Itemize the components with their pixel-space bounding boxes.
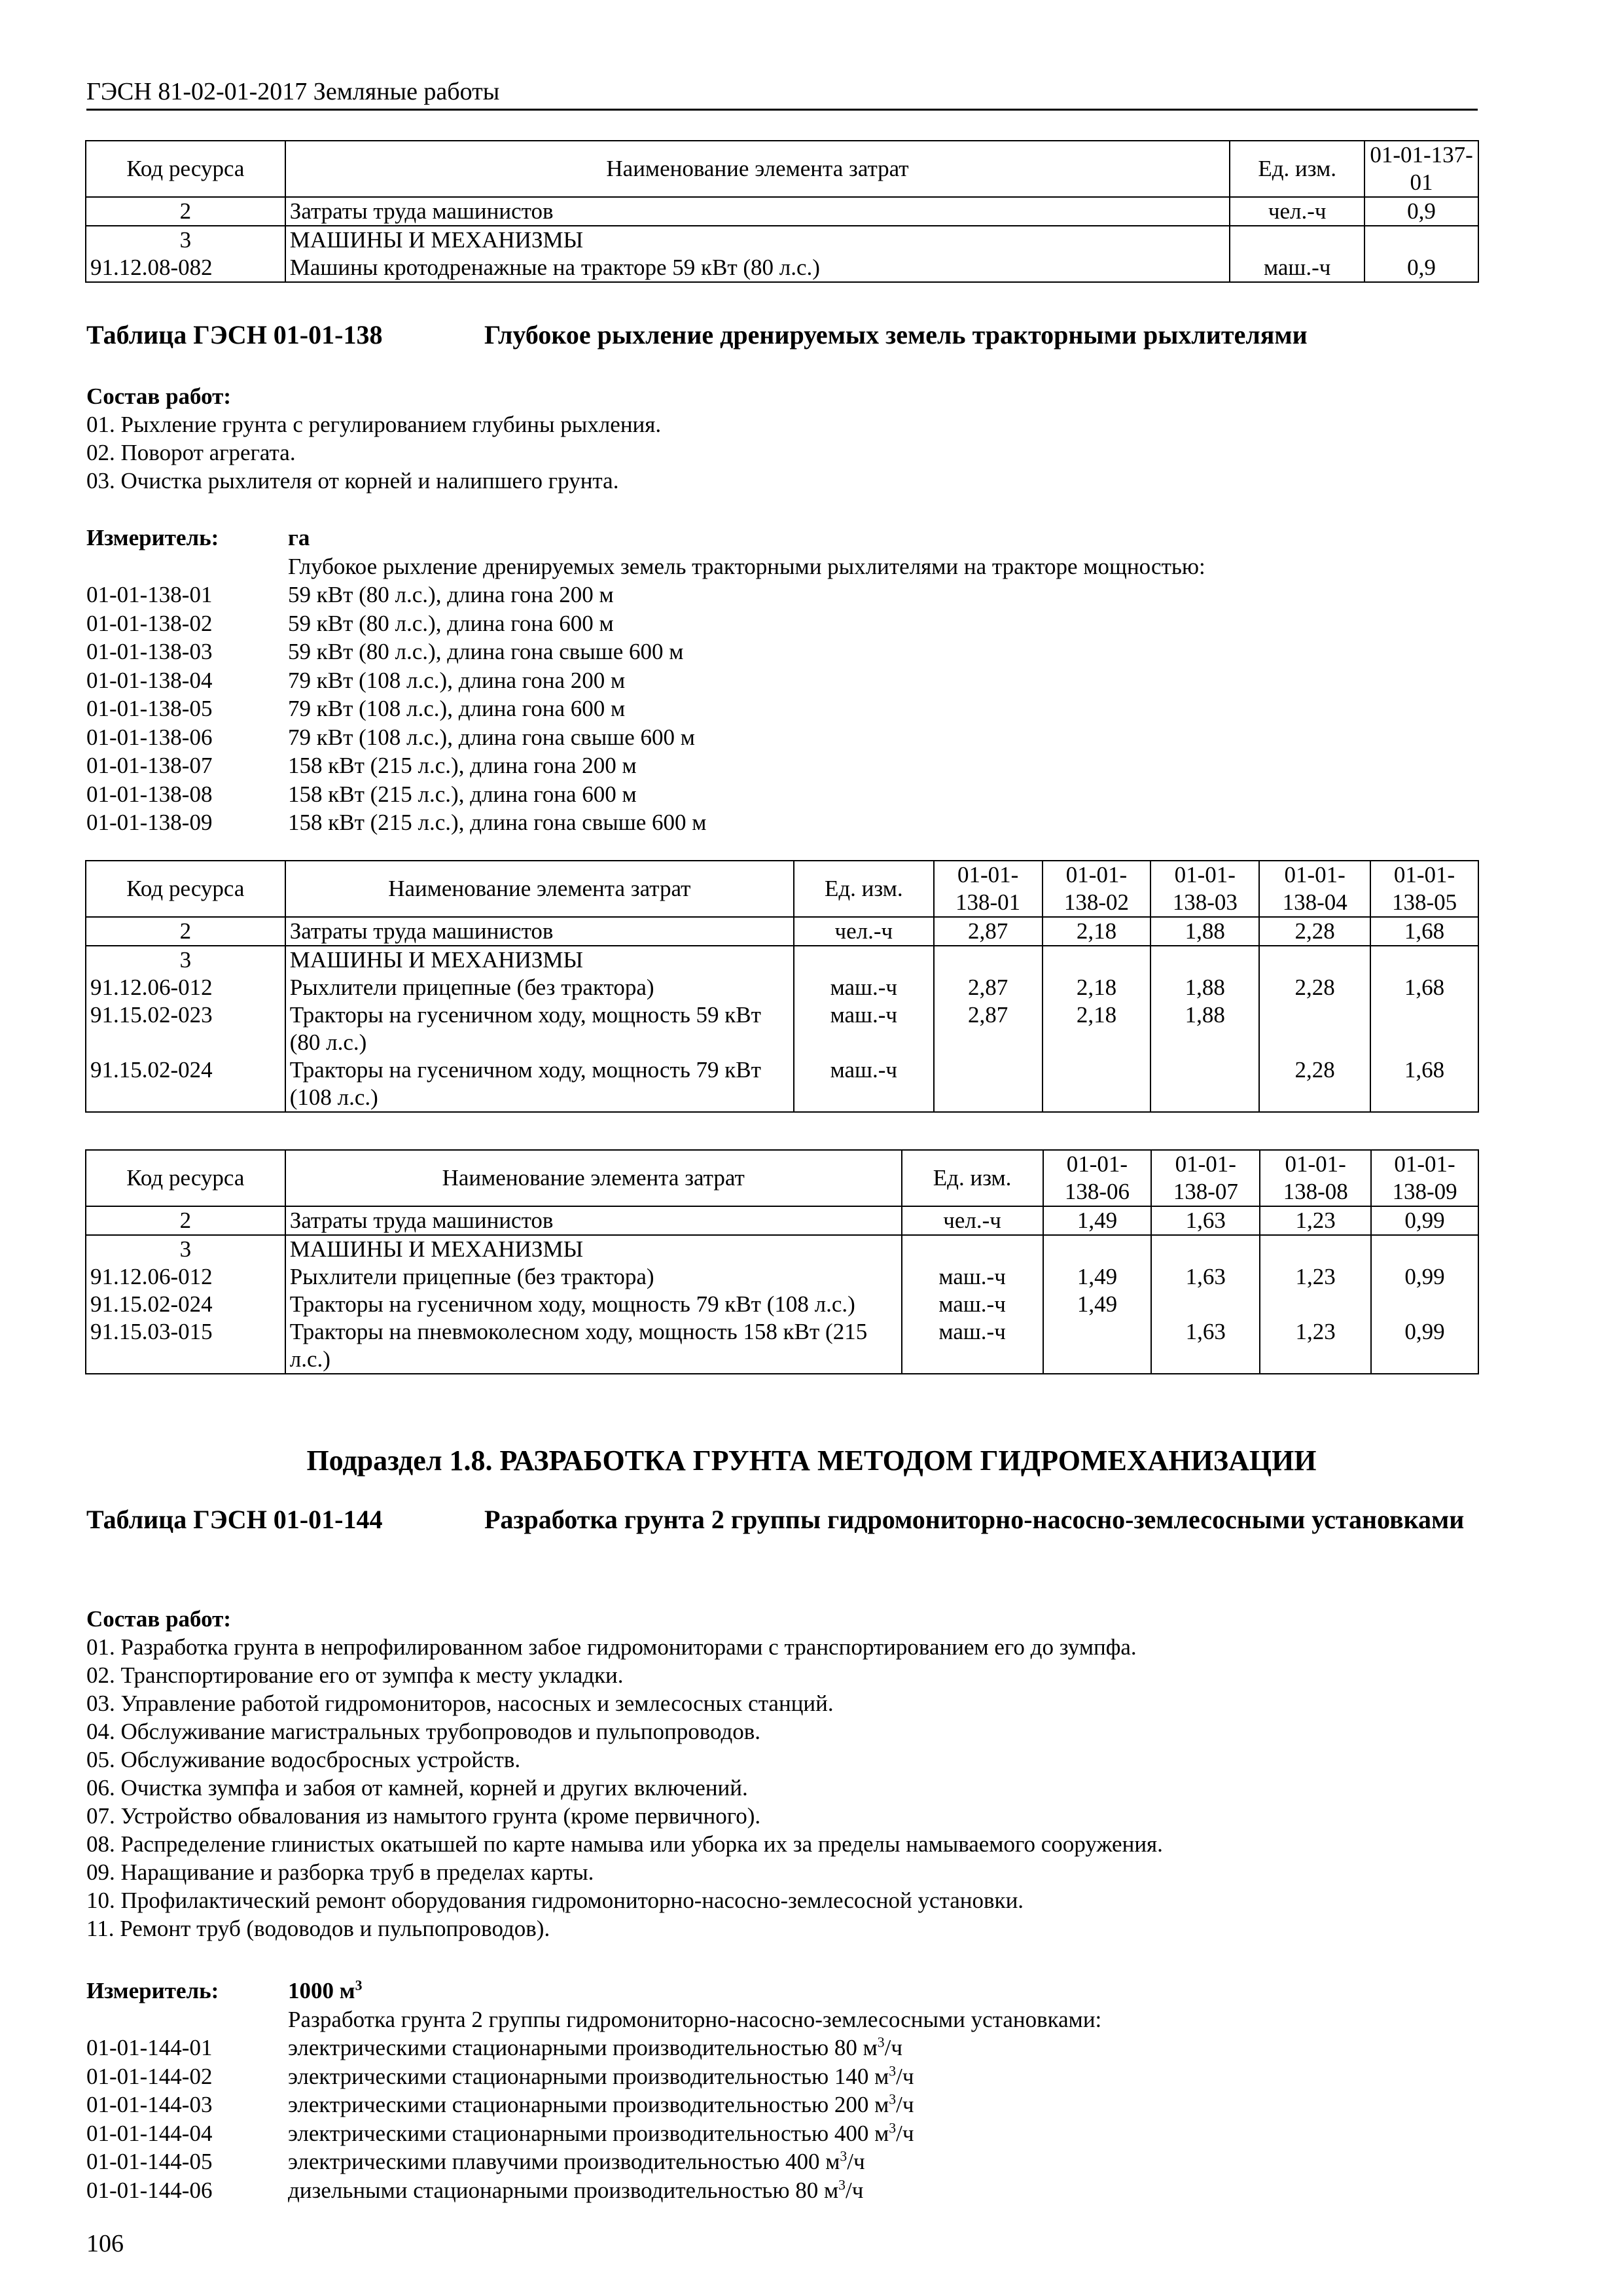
unit-cell (902, 1235, 1043, 1263)
table-row (86, 974, 1478, 1001)
unit-cell: маш.-ч (794, 974, 934, 1001)
item-text: 59 кВт (80 л.с.), длина гона свыше 600 м (288, 639, 684, 664)
item-code: 01-01-138-06 (86, 724, 213, 750)
norm-value-cell (1260, 1235, 1371, 1263)
resource-code-cell: 91.15.02-024 (86, 1056, 285, 1112)
resource-name-cell: Тракторы на гусеничном ходу, мощность 79 кВт (108 л.с.) (285, 1291, 902, 1318)
norm-value-cell (1150, 946, 1259, 974)
norm-value-cell: 2,18 (1043, 1001, 1151, 1056)
measure-item (86, 808, 1461, 837)
works-item: 10. Профилактический ремонт оборудования гидромониторно-насосно-землесосной установки. (86, 1888, 1024, 1913)
unit-cell (1230, 226, 1364, 254)
resource-name-cell: Рыхлители прицепные (без трактора) (285, 974, 794, 1001)
column-header: 01-01-138-09 (1371, 1150, 1478, 1206)
works-list (86, 1633, 1163, 1943)
norm-value-cell: 2,18 (1043, 974, 1151, 1001)
unit-cell: чел.-ч (794, 917, 934, 946)
column-header: 01-01-138-04 (1259, 861, 1370, 917)
norm-value-cell: 0,99 (1371, 1206, 1478, 1235)
resource-name-cell: Затраты труда машинистов (285, 917, 794, 946)
column-header: Код ресурса (86, 1150, 285, 1206)
item-text: электрическими стационарными производительностью 140 $м^3/ч$ (288, 2062, 914, 2089)
resource-name-cell: МАШИНЫ И МЕХАНИЗМЫ (285, 946, 794, 974)
unit-cell: маш.-ч (902, 1318, 1043, 1374)
item-code: 01-01-144-03 (86, 2092, 213, 2117)
norm-value-cell: 2,28 (1259, 974, 1370, 1001)
column-header: Код ресурса (86, 861, 285, 917)
column-header: 01-01-138-02 (1043, 861, 1151, 917)
norm-value-cell (1150, 1056, 1259, 1112)
norm-value-cell: 1,68 (1370, 1056, 1478, 1112)
measure-item (86, 2176, 1461, 2205)
measure-list-144 (86, 1977, 1461, 2204)
norm-value-cell (1370, 1001, 1478, 1056)
item-text: электрическими стационарными производительностью 80 $м^3/ч$ (288, 2034, 902, 2060)
resource-name-cell: Машины кротодренажные на тракторе 59 кВт (80 л.с.) (285, 254, 1230, 282)
measure-item (86, 609, 1461, 638)
table-code: Таблица ГЭСН 01-01-138 (86, 320, 383, 350)
norm-value-cell: 2,28 (1259, 917, 1370, 946)
item-code: 01-01-144-02 (86, 2063, 213, 2089)
measure-item (86, 751, 1461, 780)
works-item: 07. Устройство обвалования из намытого грунта (кроме первичного). (86, 1803, 761, 1829)
measure-item (86, 2034, 1461, 2062)
measure-label: Измеритель: (86, 1978, 219, 2003)
table-row (86, 1263, 1478, 1291)
item-text: электрическими стационарными производительностью 200 $м^3/ч$ (288, 2091, 914, 2117)
norm-value-cell: 1,88 (1150, 974, 1259, 1001)
table-row (86, 1235, 1478, 1263)
resource-code-cell: 91.15.02-023 (86, 1001, 285, 1056)
resource-name-cell: Тракторы на гусеничном ходу, мощность 79 кВт (108 л.с.) (285, 1056, 794, 1112)
works-item: 08. Распределение глинистых окатышей по карте намыва или уборка их за пределы намываемого сооружения. (86, 1831, 1163, 1857)
item-code: 01-01-138-08 (86, 781, 213, 807)
works-item: 03. Управление работой гидромониторов, насосных и землесосных станций. (86, 1691, 834, 1716)
table-row (86, 1206, 1478, 1235)
measure-item (86, 2147, 1461, 2176)
item-text: 59 кВт (80 л.с.), длина гона 600 м (288, 610, 614, 636)
item-code: 01-01-144-05 (86, 2149, 213, 2174)
measure-item (86, 2119, 1461, 2148)
resource-name-cell: МАШИНЫ И МЕХАНИЗМЫ (285, 226, 1230, 254)
norm-value-cell: 1,88 (1150, 1001, 1259, 1056)
running-header: ГЭСН 81-02-01-2017 Земляные работы (86, 78, 500, 105)
unit-cell (794, 946, 934, 974)
works-heading: Состав работ: (86, 1606, 231, 1632)
resource-code-cell: 91.12.08-082 (86, 254, 285, 282)
column-header: 01-01-138-01 (934, 861, 1043, 917)
table-header-row (86, 141, 1478, 197)
norm-value-cell (1370, 946, 1478, 974)
works-composition-138 (86, 382, 661, 495)
resource-code-cell: 2 (86, 197, 285, 226)
item-text: электрическими стационарными производительностью 400 $м^3/ч$ (288, 2119, 914, 2146)
resource-code-cell: 91.15.02-024 (86, 1291, 285, 1318)
resource-name-cell: Затраты труда машинистов (285, 1206, 902, 1235)
works-item: 02. Транспортирование его от зумпфа к месту укладки. (86, 1662, 624, 1688)
norm-value-cell: 0,99 (1371, 1318, 1478, 1374)
works-item: 04. Обслуживание магистральных трубопроводов и пульпопроводов. (86, 1719, 761, 1744)
resource-code-cell: 2 (86, 1206, 285, 1235)
norm-value-cell (1151, 1291, 1260, 1318)
measure-item (86, 723, 1461, 752)
norm-value-cell (1043, 1318, 1152, 1374)
works-composition-144 (86, 1605, 1163, 1943)
table-row (86, 917, 1478, 946)
column-header: 01-01-138-08 (1260, 1150, 1371, 1206)
resource-name-cell: МАШИНЫ И МЕХАНИЗМЫ (285, 1235, 902, 1263)
norm-value-cell (934, 1056, 1043, 1112)
resource-code-cell: 91.12.06-012 (86, 974, 285, 1001)
table-row (86, 946, 1478, 974)
table-title-138 (86, 318, 1526, 357)
item-code: 01-01-138-03 (86, 639, 213, 664)
item-code: 01-01-138-07 (86, 753, 213, 778)
resource-name-cell: Рыхлители прицепные (без трактора) (285, 1263, 902, 1291)
measure-item (86, 2062, 1461, 2091)
table-row (86, 226, 1478, 254)
resource-code-cell: 3 (86, 946, 285, 974)
column-header: Ед. изм. (902, 1150, 1043, 1206)
norm-value-cell: 1,88 (1150, 917, 1259, 946)
measure-item (86, 666, 1461, 695)
norm-value-cell (1371, 1235, 1478, 1263)
table-row (86, 1291, 1478, 1318)
item-code: 01-01-138-09 (86, 810, 213, 835)
norm-value-cell: 1,68 (1370, 917, 1478, 946)
norm-value-cell (934, 946, 1043, 974)
item-code: 01-01-144-06 (86, 2177, 213, 2203)
norm-value-cell (1364, 226, 1478, 254)
column-header: Наименование элемента затрат (285, 1150, 902, 1206)
resource-table-138-a (85, 860, 1479, 1113)
unit-cell: чел.-ч (902, 1206, 1043, 1235)
norm-value-cell (1043, 1235, 1152, 1263)
item-code: 01-01-144-04 (86, 2120, 213, 2146)
item-code: 01-01-144-01 (86, 2035, 213, 2060)
norm-value-cell: 1,49 (1043, 1206, 1152, 1235)
norm-value-cell: 1,23 (1260, 1263, 1371, 1291)
column-header: 01-01-137-01 (1364, 141, 1478, 197)
item-code: 01-01-138-01 (86, 582, 213, 607)
measure-description: Глубокое рыхление дренируемых земель тракторными рыхлителями на тракторе мощностью: (288, 553, 1205, 579)
column-header: Код ресурса (86, 141, 285, 197)
works-item: 06. Очистка зумпфа и забоя от камней, корней и других включений. (86, 1775, 748, 1801)
item-text: 59 кВт (80 л.с.), длина гона 200 м (288, 582, 614, 607)
measure-description: Разработка грунта 2 группы гидромониторно-насосно-землесосными установками: (288, 2006, 1102, 2032)
item-text: дизельными стационарными производительностью 80 $м^3/ч$ (288, 2176, 864, 2203)
measure-list-138 (86, 524, 1461, 837)
resource-name-cell: Затраты труда машинистов (285, 197, 1230, 226)
norm-value-cell (1259, 1001, 1370, 1056)
item-code: 01-01-138-05 (86, 696, 213, 721)
norm-value-cell (1043, 946, 1151, 974)
measure-item (86, 581, 1461, 609)
item-text: 158 кВт (215 л.с.), длина гона свыше 600 м (288, 810, 707, 835)
norm-value-cell (1371, 1291, 1478, 1318)
resource-name-cell: Тракторы на гусеничном ходу, мощность 59 кВт (80 л.с.) (285, 1001, 794, 1056)
works-list (86, 410, 661, 495)
works-item: 09. Наращивание и разборка труб в пределах карты. (86, 1859, 594, 1885)
item-text: 79 кВт (108 л.с.), длина гона 600 м (288, 696, 626, 721)
norm-value-cell: 1,63 (1151, 1206, 1260, 1235)
norm-value-cell: 1,49 (1043, 1263, 1152, 1291)
item-code: 01-01-138-02 (86, 610, 213, 636)
resource-code-cell: 3 (86, 1235, 285, 1263)
works-heading: Состав работ: (86, 384, 231, 409)
unit-cell: маш.-ч (794, 1056, 934, 1112)
unit-cell: маш.-ч (1230, 254, 1364, 282)
table-row (86, 197, 1478, 226)
table-code: Таблица ГЭСН 01-01-144 (86, 1505, 383, 1534)
works-item: 01. Рыхление грунта с регулированием глубины рыхления. (86, 412, 662, 437)
works-item: 02. Поворот агрегата. (86, 440, 296, 465)
column-header: 01-01-138-06 (1043, 1150, 1152, 1206)
norm-value-cell: 1,23 (1260, 1206, 1371, 1235)
column-header: Ед. изм. (1230, 141, 1364, 197)
column-header: 01-01-138-07 (1151, 1150, 1260, 1206)
measure-item (86, 694, 1461, 723)
norm-value-cell: 2,28 (1259, 1056, 1370, 1112)
table-header-row (86, 861, 1478, 917)
header-rule (86, 109, 1478, 111)
norm-value-cell: 2,87 (934, 974, 1043, 1001)
resource-name-cell: Тракторы на пневмоколесном ходу, мощность 158 кВт (215 л.с.) (285, 1318, 902, 1374)
norm-value-cell: 2,87 (934, 917, 1043, 946)
norm-value-cell: 1,49 (1043, 1291, 1152, 1318)
resource-table-137 (85, 140, 1479, 283)
resource-code-cell: 3 (86, 226, 285, 254)
resource-code-cell: 91.15.03-015 (86, 1318, 285, 1374)
unit-cell: чел.-ч (1230, 197, 1364, 226)
works-item: 01. Разработка грунта в непрофилированном забое гидромониторами с транспортированием его до зумпфа. (86, 1634, 1137, 1660)
item-text: 158 кВт (215 л.с.), длина гона 600 м (288, 781, 637, 807)
item-code: 01-01-138-04 (86, 667, 213, 693)
norm-value-cell: 0,9 (1364, 254, 1478, 282)
column-header: Наименование элемента затрат (285, 141, 1230, 197)
norm-value-cell: 1,63 (1151, 1263, 1260, 1291)
resource-code-cell: 91.12.06-012 (86, 1263, 285, 1291)
norm-value-cell: 0,99 (1371, 1263, 1478, 1291)
norm-value-cell (1260, 1291, 1371, 1318)
works-item: 05. Обслуживание водосбросных устройств. (86, 1747, 521, 1772)
table-row (86, 254, 1478, 282)
column-header: Ед. изм. (794, 861, 934, 917)
norm-value-cell (1259, 946, 1370, 974)
item-text: 158 кВт (215 л.с.), длина гона 200 м (288, 753, 637, 778)
table-name: Разработка грунта 2 группы гидромониторно-насосно-землесосными установками (484, 1505, 1465, 1534)
table-row (86, 1318, 1478, 1374)
norm-value-cell: 2,18 (1043, 917, 1151, 946)
resource-table-138-b (85, 1149, 1479, 1374)
table-header-row (86, 1150, 1478, 1206)
norm-value-cell: 0,9 (1364, 197, 1478, 226)
measure-item (86, 637, 1461, 666)
norm-value-cell (1043, 1056, 1151, 1112)
works-item: 11. Ремонт труб (водоводов и пульпопроводов). (86, 1916, 550, 1941)
table-name: Глубокое рыхление дренируемых земель тракторными рыхлителями (484, 320, 1308, 350)
item-text: 79 кВт (108 л.с.), длина гона 200 м (288, 667, 626, 693)
measure-item (86, 780, 1461, 809)
table-row (86, 1056, 1478, 1112)
norm-value-cell: 1,68 (1370, 974, 1478, 1001)
measure-item (86, 2090, 1461, 2119)
table-row (86, 1001, 1478, 1056)
table-title-144 (86, 1503, 1526, 1575)
measure-unit: га (288, 525, 310, 550)
norm-value-cell: 2,87 (934, 1001, 1043, 1056)
measure-unit: 1000 $м^3$ (288, 1977, 363, 2003)
unit-cell: маш.-ч (902, 1263, 1043, 1291)
norm-value-cell: 1,23 (1260, 1318, 1371, 1374)
column-header: 01-01-138-05 (1370, 861, 1478, 917)
subsection-heading: Подраздел 1.8. РАЗРАБОТКА ГРУНТА МЕТОДОМ ГИДРОМЕХАНИЗАЦИИ (306, 1444, 1317, 1477)
norm-value-cell: 1,63 (1151, 1318, 1260, 1374)
column-header: 01-01-138-03 (1150, 861, 1259, 917)
item-text: электрическими плавучими производительностью 400 $м^3/ч$ (288, 2148, 865, 2174)
column-header: Наименование элемента затрат (285, 861, 794, 917)
item-text: 79 кВт (108 л.с.), длина гона свыше 600 м (288, 724, 695, 750)
resource-code-cell: 2 (86, 917, 285, 946)
page-number: 106 (86, 2230, 124, 2257)
unit-cell: маш.-ч (902, 1291, 1043, 1318)
norm-value-cell (1151, 1235, 1260, 1263)
unit-cell: маш.-ч (794, 1001, 934, 1056)
measure-label: Измеритель: (86, 525, 219, 550)
works-item: 03. Очистка рыхлителя от корней и налипшего грунта. (86, 468, 619, 493)
